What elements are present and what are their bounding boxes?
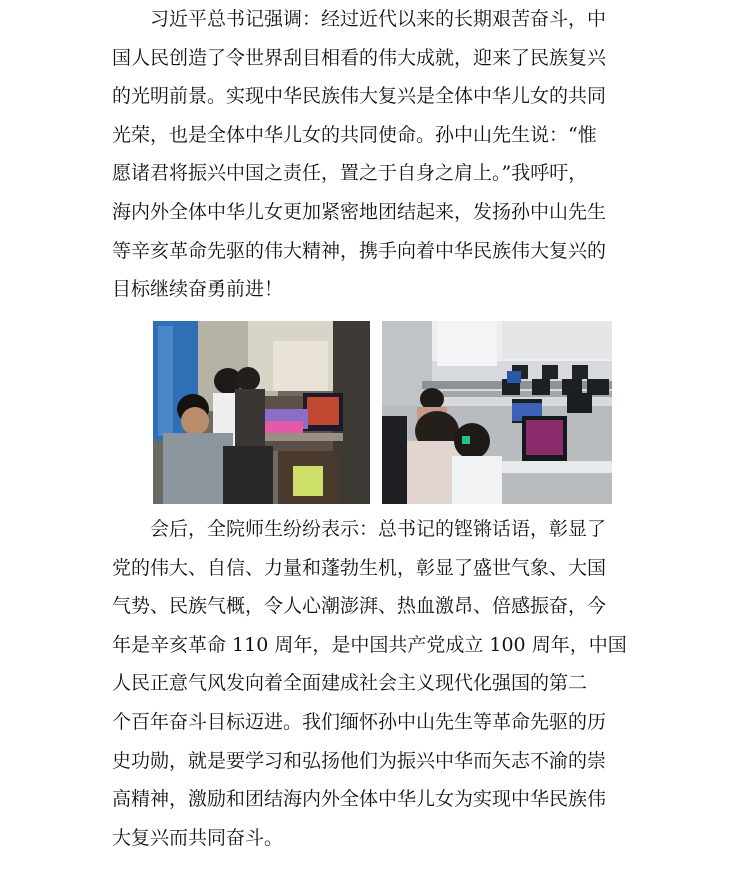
text-line: 习近平总书记强调：经过近代以来的长期艰苦奋斗，中: [112, 8, 607, 30]
paragraph-reaction: [112, 510, 636, 857]
text-line: 愿诸君将振兴中国之责任，置之于自身之肩上。”我呼吁，: [112, 162, 588, 185]
text-line: 国人民创造了令世界刮目相看的伟大成就，迎来了民族复兴: [112, 46, 607, 69]
photo-computer-lab: [382, 321, 612, 504]
text-line: 等辛亥革命先驱的伟大精神，携手向着中华民族伟大复兴的: [112, 239, 607, 262]
text-line: 党的伟大、自信、力量和蓬勃生机，彰显了盛世气象、大国: [112, 556, 607, 579]
text-line: 海内外全体中华儿女更加紧密地团结起来，发扬孙中山先生: [112, 200, 607, 223]
text-line: 个百年奋斗目标迈进。我们缅怀孙中山先生等革命先驱的历: [112, 710, 607, 733]
text-line: 年是辛亥革命 110 周年，是中国共产党成立 100 周年，中国: [112, 633, 627, 656]
photo-dorm-students: [153, 321, 370, 504]
text-line: 目标继续奋勇前进！: [112, 278, 284, 301]
text-line: 高精神，激励和团结海内外全体中华儿女为实现中华民族伟: [112, 788, 607, 811]
text-line: 光荣，也是全体中华儿女的共同使命。孙中山先生说：“惟: [112, 123, 597, 146]
text-line: 气势、民族气概，令人心潮澎湃、热血激昂、倍感振奋，今: [112, 595, 607, 618]
text-line: 史功勋，就是要学习和弘扬他们为振兴中华而矢志不渝的崇: [112, 749, 607, 772]
text-line: 会后，全院师生纷纷表示：总书记的铿锵话语，彰显了: [112, 518, 607, 540]
text-line: 的光明前景。实现中华民族伟大复兴是全体中华儿女的共同: [112, 85, 607, 108]
paragraph-speech-quote: [112, 0, 636, 309]
text-line: 人民正意气风发向着全面建成社会主义现代化强国的第二: [112, 672, 588, 695]
text-line: 大复兴而共同奋斗。: [112, 826, 284, 849]
